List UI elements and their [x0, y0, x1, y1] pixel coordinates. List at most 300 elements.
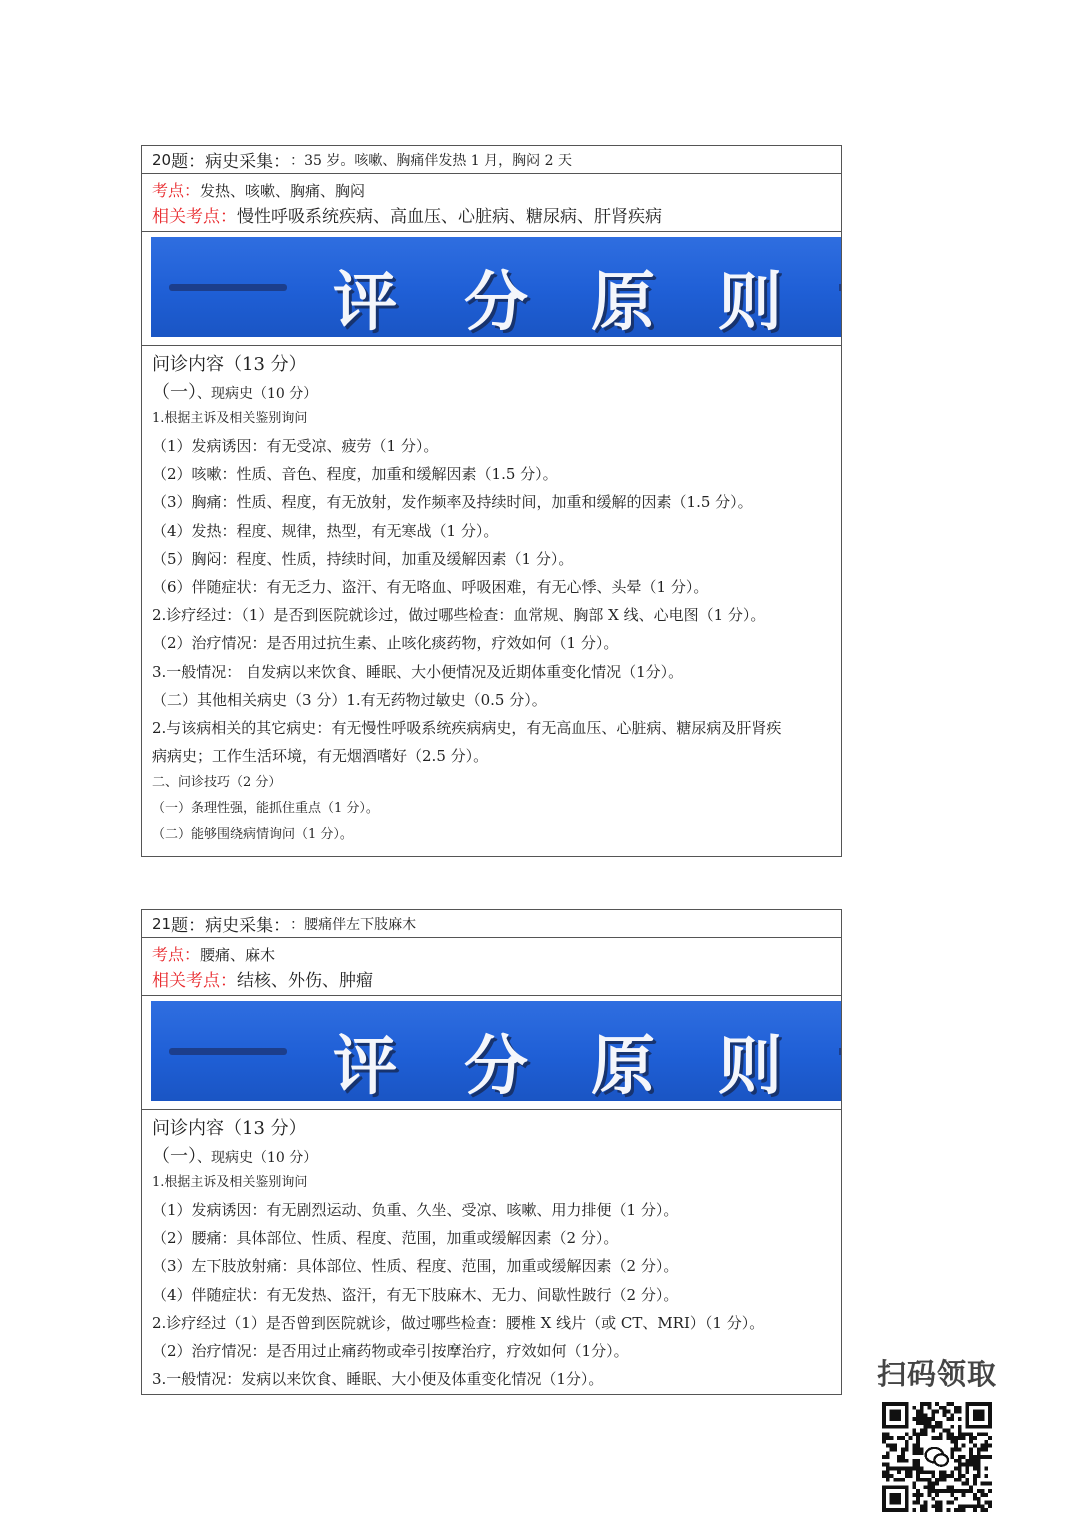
- wechat-icon: [924, 1444, 951, 1471]
- qr-module: [965, 1478, 969, 1482]
- qr-module: [958, 1508, 962, 1512]
- qr-module: [916, 1410, 920, 1414]
- qr-module: [950, 1440, 954, 1444]
- qr-module: [916, 1440, 920, 1444]
- key-points: [142, 938, 841, 996]
- question-title: [142, 146, 841, 174]
- qr-module: [924, 1432, 928, 1436]
- qr-module: [935, 1421, 939, 1425]
- kaodian-label: 考点：: [152, 181, 201, 200]
- content-line: （2）咳嗽：性质、音色、程度，加重和缓解因素（1.5 分）。: [152, 465, 558, 484]
- content-line: 病病史；工作生活环境，有无烟酒嗜好（2.5 分）。: [152, 747, 489, 766]
- qr-module: [977, 1474, 981, 1478]
- qr-module: [946, 1432, 950, 1436]
- qr-module: [890, 1444, 894, 1448]
- content-heading: 问诊内容（13 分）: [152, 1118, 307, 1139]
- kaodian-label: 考点：: [152, 945, 201, 964]
- qr-module: [939, 1501, 943, 1505]
- qr-module: [931, 1413, 935, 1417]
- qr-module: [973, 1436, 977, 1440]
- qr-module: [950, 1413, 954, 1417]
- related-line: [152, 968, 841, 994]
- qr-module: [988, 1444, 992, 1448]
- qr-module: [924, 1425, 928, 1429]
- qr-module: [946, 1436, 950, 1440]
- qr-module: [969, 1436, 973, 1440]
- qr-module: [912, 1466, 916, 1470]
- qr-module: [909, 1470, 913, 1474]
- qr-module: [977, 1432, 981, 1436]
- qr-module: [912, 1485, 916, 1489]
- section-mark: （一）: [152, 382, 197, 403]
- qr-module: [897, 1466, 901, 1470]
- content-line: 二、问诊技巧（2 分）: [152, 775, 282, 791]
- scoring-banner-row: [142, 996, 841, 1110]
- qr-module: [924, 1478, 928, 1482]
- qr-module: [924, 1402, 928, 1406]
- qr-module: [928, 1485, 932, 1489]
- content-line: （二）能够围绕病情询问（1 分）。: [152, 827, 353, 843]
- qr-module: [950, 1455, 954, 1459]
- question-number: 21: [152, 914, 172, 933]
- qr-module: [950, 1485, 954, 1489]
- qr-module: [928, 1406, 932, 1410]
- qr-module: [924, 1421, 928, 1425]
- qr-module: [950, 1402, 954, 1406]
- qr-module: [981, 1482, 985, 1486]
- content-line: （4）发热：程度、规律，热型，有无寒战（1 分）。: [152, 521, 499, 540]
- qr-module: [920, 1421, 924, 1425]
- qr-module: [984, 1440, 988, 1444]
- qr-module: [935, 1402, 939, 1406]
- qr-module: [973, 1504, 977, 1508]
- qr-module: [954, 1406, 958, 1410]
- content-line: 3.一般情况： 自发病以来饮食、睡眠、大小便情况及近期体重变化情况（1分）。: [152, 662, 684, 681]
- qr-module: [905, 1474, 909, 1478]
- qr-module: [954, 1444, 958, 1448]
- qr-module: [965, 1504, 969, 1508]
- qr-module: [916, 1432, 920, 1436]
- qr-module: [916, 1459, 920, 1463]
- qr-module: [931, 1470, 935, 1474]
- scoring-banner-row: [142, 232, 841, 346]
- qr-module: [916, 1417, 920, 1421]
- qr-finder-top-left: [882, 1402, 909, 1429]
- qr-module: [981, 1455, 985, 1459]
- qr-module: [905, 1470, 909, 1474]
- qr-module: [935, 1410, 939, 1414]
- content-heading: 问诊内容（13 分）: [152, 354, 307, 375]
- qr-module: [916, 1501, 920, 1505]
- qr-module: [958, 1425, 962, 1429]
- qr-module: [943, 1406, 947, 1410]
- qr-module: [962, 1489, 966, 1493]
- question-type: 题：病史采集：: [171, 916, 291, 936]
- qr-module: [950, 1474, 954, 1478]
- qr-module: [939, 1508, 943, 1512]
- qr-module: [920, 1432, 924, 1436]
- qr-module: [973, 1482, 977, 1486]
- qr-module: [920, 1508, 924, 1512]
- qr-module: [950, 1448, 954, 1452]
- related-label: 相关考点：: [152, 207, 237, 227]
- qr-module: [969, 1448, 973, 1452]
- qr-module: [939, 1436, 943, 1440]
- qr-module: [912, 1493, 916, 1497]
- kaodian-line: [152, 942, 841, 968]
- qr-module: [958, 1406, 962, 1410]
- banner-char: 评: [333, 266, 397, 340]
- qr-module: [943, 1474, 947, 1478]
- related-value: 结核、外伤、肿瘤: [237, 971, 373, 991]
- question-21-table: [141, 909, 842, 1395]
- qr-module: [939, 1478, 943, 1482]
- qr-module: [954, 1410, 958, 1414]
- qr-module: [969, 1504, 973, 1508]
- qr-module: [901, 1466, 905, 1470]
- qr-module: [962, 1508, 966, 1512]
- banner-dash: [169, 284, 287, 291]
- qr-module: [893, 1478, 897, 1482]
- banner-char: 评: [333, 1030, 397, 1104]
- qr-module: [981, 1489, 985, 1493]
- qr-module: [901, 1478, 905, 1482]
- qr-module: [886, 1463, 890, 1467]
- qr-module: [977, 1448, 981, 1452]
- qr-module: [984, 1508, 988, 1512]
- qr-module: [958, 1504, 962, 1508]
- qr-module: [920, 1410, 924, 1414]
- qr-module: [920, 1429, 924, 1433]
- qr-module: [973, 1466, 977, 1470]
- qr-module: [886, 1451, 890, 1455]
- qr-module: [882, 1474, 886, 1478]
- qr-module: [977, 1455, 981, 1459]
- qr-module: [901, 1459, 905, 1463]
- qr-module: [935, 1482, 939, 1486]
- qr-module: [958, 1466, 962, 1470]
- qr-module: [958, 1478, 962, 1482]
- qr-module: [890, 1474, 894, 1478]
- qr-module: [958, 1410, 962, 1414]
- qr-module: [988, 1489, 992, 1493]
- qr-module: [928, 1470, 932, 1474]
- qr-module: [958, 1459, 962, 1463]
- qr-module: [912, 1501, 916, 1505]
- section-heading: [152, 1144, 841, 1170]
- qr-module: [981, 1493, 985, 1497]
- qr-module: [897, 1478, 901, 1482]
- qr-module: [912, 1406, 916, 1410]
- qr-module: [916, 1493, 920, 1497]
- qr-module: [928, 1478, 932, 1482]
- qr-module: [931, 1425, 935, 1429]
- qr-module: [920, 1402, 924, 1406]
- banner-tail: [839, 284, 841, 291]
- qr-module: [931, 1497, 935, 1501]
- qr-module: [943, 1410, 947, 1414]
- qr-module: [909, 1474, 913, 1478]
- banner-tail: [839, 1048, 841, 1055]
- qr-module: [912, 1444, 916, 1448]
- qr-module: [988, 1501, 992, 1505]
- qr-module: [954, 1440, 958, 1444]
- content-line: 2.诊疗经过：（1）是否到医院就诊过，做过哪些检查：血常规、胸部 X 线、心电图（1 分）。: [152, 606, 766, 625]
- qr-module: [973, 1459, 977, 1463]
- related-label: 相关考点：: [152, 971, 237, 991]
- qr-module: [950, 1493, 954, 1497]
- qr-module: [954, 1497, 958, 1501]
- qr-module: [939, 1421, 943, 1425]
- qr-module: [909, 1466, 913, 1470]
- qr-module: [977, 1459, 981, 1463]
- qr-module: [909, 1436, 913, 1440]
- qr-module: [973, 1508, 977, 1512]
- qr-module: [969, 1485, 973, 1489]
- content-line: （1）发病诱因：有无剧烈运动、负重、久坐、受凉、咳嗽、用力排便（1 分）。: [152, 1201, 679, 1219]
- qr-module: [893, 1466, 897, 1470]
- banner-char: 分: [464, 266, 528, 340]
- qr-module: [962, 1504, 966, 1508]
- qr-module: [950, 1489, 954, 1493]
- banner-char: 原: [591, 1030, 655, 1104]
- qr-finder-bottom-left: [882, 1485, 909, 1512]
- qr-module: [882, 1436, 886, 1440]
- qr-module: [973, 1444, 977, 1448]
- qr-module: [984, 1466, 988, 1470]
- qr-module: [981, 1448, 985, 1452]
- qr-module: [946, 1485, 950, 1489]
- qr-module: [954, 1448, 958, 1452]
- qr-module: [928, 1482, 932, 1486]
- qr-module: [924, 1417, 928, 1421]
- qr-module: [973, 1493, 977, 1497]
- qr-module: [920, 1451, 924, 1455]
- qr-module: [939, 1470, 943, 1474]
- qr-module: [935, 1489, 939, 1493]
- banner-char: 分: [464, 1030, 528, 1104]
- qr-module: [882, 1455, 886, 1459]
- qr-module: [950, 1432, 954, 1436]
- qr-module: [962, 1474, 966, 1478]
- qr-module: [931, 1417, 935, 1421]
- qr-module: [928, 1493, 932, 1497]
- qr-module: [988, 1455, 992, 1459]
- qr-module: [886, 1444, 890, 1448]
- qr-module: [916, 1444, 920, 1448]
- qr-module: [973, 1463, 977, 1467]
- qr-module: [886, 1470, 890, 1474]
- content-line: （一）条理性强，能抓住重点（1 分）。: [152, 801, 379, 817]
- qr-module: [977, 1470, 981, 1474]
- qr-module: [916, 1466, 920, 1470]
- question-title: [142, 910, 841, 938]
- question-type: 题：病史采集：: [171, 152, 291, 172]
- qr-module: [886, 1474, 890, 1478]
- qr-module: [981, 1508, 985, 1512]
- qr-module: [939, 1425, 943, 1429]
- qr-module: [969, 1459, 973, 1463]
- qr-module: [958, 1489, 962, 1493]
- content-line: （2）治疗情况：是否用过止痛药物或牵引按摩治疗，疗效如何（1分）。: [152, 1341, 629, 1360]
- qr-module: [958, 1474, 962, 1478]
- qr-module: [931, 1410, 935, 1414]
- qr-module: [973, 1455, 977, 1459]
- qr-module: [931, 1474, 935, 1478]
- qr-finder-top-right: [965, 1402, 992, 1429]
- content-line: （2）腰痛：具体部位、性质、程度、范围，加重或缓解因素（2 分）。: [152, 1229, 619, 1248]
- scoring-principle-banner: [151, 237, 841, 340]
- qr-module: [924, 1413, 928, 1417]
- related-value: 慢性呼吸系统疾病、高血压、心脏病、糖尿病、肝肾疾病: [237, 207, 662, 227]
- qr-module: [954, 1466, 958, 1470]
- qr-module: [886, 1455, 890, 1459]
- qr-module: [886, 1432, 890, 1436]
- qr-module: [912, 1459, 916, 1463]
- qr-module: [901, 1436, 905, 1440]
- key-points: [142, 174, 841, 232]
- section-title: 、现病史（10 分）: [197, 386, 318, 402]
- qr-module: [935, 1493, 939, 1497]
- kaodian-line: [152, 178, 841, 204]
- qr-module: [916, 1421, 920, 1425]
- qr-module: [965, 1482, 969, 1486]
- qr-module: [950, 1417, 954, 1421]
- qr-module: [988, 1504, 992, 1508]
- qr-module: [962, 1432, 966, 1436]
- qr-module: [958, 1470, 962, 1474]
- qr-module: [958, 1417, 962, 1421]
- qr-module: [920, 1466, 924, 1470]
- qr-module: [935, 1504, 939, 1508]
- qr-module: [958, 1455, 962, 1459]
- inquiry-content: [142, 1110, 841, 1395]
- qr-module: [977, 1463, 981, 1467]
- question-20-table: [141, 145, 842, 857]
- qr-module: [931, 1482, 935, 1486]
- qr-module: [946, 1501, 950, 1505]
- related-line: [152, 204, 841, 230]
- qr-module: [916, 1470, 920, 1474]
- qr-module: [935, 1425, 939, 1429]
- section-title: 、现病史（10 分）: [197, 1150, 318, 1166]
- qr-module: [981, 1444, 985, 1448]
- qr-module: [886, 1436, 890, 1440]
- qr-module: [973, 1478, 977, 1482]
- qr-module: [916, 1436, 920, 1440]
- promo-block: [872, 1352, 1002, 1393]
- qr-module: [924, 1508, 928, 1512]
- qr-module: [946, 1410, 950, 1414]
- content-line: 2.与该病相关的其它病史：有无慢性呼吸系统疾病病史，有无高血压、心脏病、糖尿病及肝肾疾: [152, 718, 782, 737]
- kaodian-value: 发热、咳嗽、胸痛、胸闷: [200, 182, 366, 200]
- qr-module: [916, 1478, 920, 1482]
- qr-module: [984, 1444, 988, 1448]
- qr-module: [939, 1504, 943, 1508]
- qr-module: [984, 1501, 988, 1505]
- qr-module: [901, 1455, 905, 1459]
- question-number: 20: [152, 150, 172, 169]
- qr-module: [962, 1493, 966, 1497]
- content-line: （1）发病诱因：有无受凉、疲劳（1 分）。: [152, 437, 439, 455]
- qr-module: [962, 1455, 966, 1459]
- qr-module: [893, 1444, 897, 1448]
- qr-module: [984, 1493, 988, 1497]
- qr-module: [924, 1485, 928, 1489]
- qr-module: [931, 1485, 935, 1489]
- qr-module: [965, 1463, 969, 1467]
- qr-module: [920, 1417, 924, 1421]
- qr-module: [950, 1470, 954, 1474]
- qr-module: [954, 1436, 958, 1440]
- qr-module: [977, 1504, 981, 1508]
- qr-module: [977, 1501, 981, 1505]
- qr-module: [920, 1470, 924, 1474]
- qr-module: [939, 1474, 943, 1478]
- qr-module: [969, 1463, 973, 1467]
- qr-module: [977, 1466, 981, 1470]
- qr-module: [916, 1448, 920, 1452]
- qr-module: [946, 1489, 950, 1493]
- content-line: 3.一般情况：发病以来饮食、睡眠、大小便及体重变化情况（1分）。: [152, 1370, 604, 1389]
- qr-module: [897, 1459, 901, 1463]
- qr-module: [916, 1489, 920, 1493]
- qr-module: [969, 1455, 973, 1459]
- qr-module: [965, 1459, 969, 1463]
- qr-module: [882, 1463, 886, 1467]
- qr-module: [984, 1455, 988, 1459]
- qr-module: [912, 1432, 916, 1436]
- qr-module: [928, 1489, 932, 1493]
- qr-module: [962, 1482, 966, 1486]
- qr-module: [969, 1451, 973, 1455]
- content-line: （5）胸闷：程度、性质，持续时间，加重及缓解因素（1 分）。: [152, 549, 574, 568]
- content-line: 2.诊疗经过（1）是否曾到医院就诊，做过哪些检查：腰椎 X 线片（或 CT、MRI）（1 分）。: [152, 1313, 765, 1332]
- qr-module: [897, 1470, 901, 1474]
- qr-module: [958, 1463, 962, 1467]
- qr-module: [965, 1466, 969, 1470]
- qr-module: [973, 1497, 977, 1501]
- qr-module: [988, 1436, 992, 1440]
- qr-module: [946, 1402, 950, 1406]
- section-heading: [152, 380, 841, 406]
- qr-module: [935, 1501, 939, 1505]
- qr-module: [912, 1508, 916, 1512]
- qr-module: [920, 1504, 924, 1508]
- qr-module: [924, 1501, 928, 1505]
- qr-module: [954, 1508, 958, 1512]
- content-line: （3）左下肢放射痛：具体部位、性质、程度、范围，加重或缓解因素（2 分）。: [152, 1257, 679, 1276]
- qr-module: [973, 1474, 977, 1478]
- qr-module: [886, 1466, 890, 1470]
- content-line: （3）胸痛：性质、程度，有无放射，发作频率及持续时间，加重和缓解的因素（1.5 分）。: [152, 493, 753, 512]
- qr-module: [943, 1413, 947, 1417]
- qr-module: [931, 1436, 935, 1440]
- content-line: （2）治疗情况：是否用过抗生素、止咳化痰药物，疗效如何（1 分）。: [152, 634, 619, 653]
- qr-code-icon[interactable]: [882, 1402, 992, 1512]
- qr-module: [935, 1478, 939, 1482]
- qr-module: [924, 1470, 928, 1474]
- qr-module: [882, 1440, 886, 1444]
- qr-module: [920, 1478, 924, 1482]
- qr-module: [962, 1463, 966, 1467]
- qr-module: [965, 1470, 969, 1474]
- qr-module: [984, 1474, 988, 1478]
- qr-module: [920, 1448, 924, 1452]
- qr-module: [886, 1478, 890, 1482]
- qr-module: [939, 1432, 943, 1436]
- content-line: （6）伴随症状：有无乏力、盗汗、有无咯血、呼吸困难，有无心悸、头晕（1 分）。: [152, 577, 709, 596]
